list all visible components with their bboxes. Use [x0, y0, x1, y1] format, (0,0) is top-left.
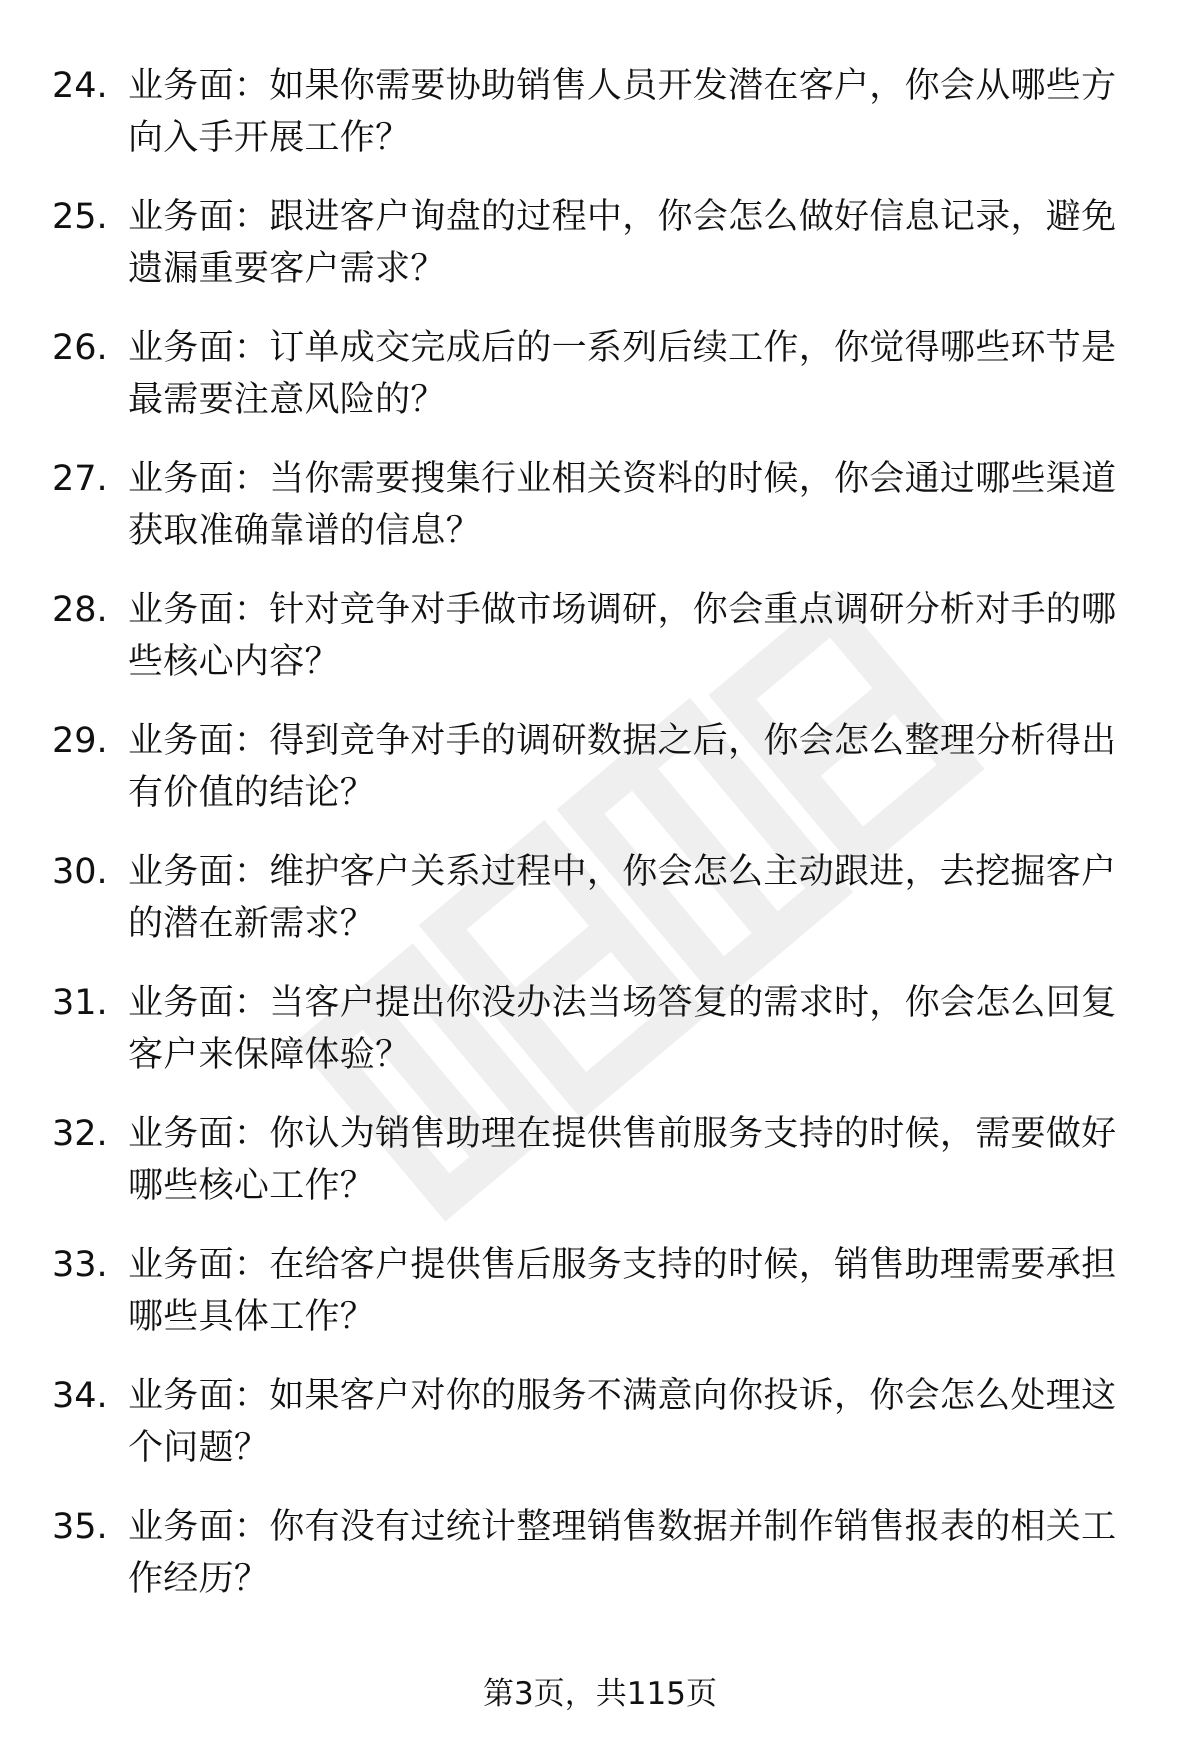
- question-item: [0, 453, 1200, 584]
- question-text: 业务面：得到竞争对手的调研数据之后，你会怎么整理分析得出有价值的结论？: [128, 721, 1117, 813]
- question-list: [0, 60, 1200, 1632]
- question-item: [0, 1501, 1200, 1632]
- question-number: 24.: [52, 66, 108, 106]
- question-text: 业务面：维护客户关系过程中，你会怎么主动跟进，去挖掘客户的潜在新需求？: [128, 852, 1117, 944]
- question-text: 业务面：当客户提出你没办法当场答复的需求时，你会怎么回复客户来保障体验？: [128, 983, 1117, 1075]
- question-number: 27.: [52, 459, 108, 499]
- question-number: 29.: [52, 721, 108, 761]
- question-number: 34.: [52, 1376, 108, 1416]
- question-item: [0, 715, 1200, 846]
- question-number: 26.: [52, 328, 108, 368]
- question-text: 业务面：跟进客户询盘的过程中，你会怎么做好信息记录，避免遗漏重要客户需求？: [128, 197, 1117, 289]
- question-number: 30.: [52, 852, 108, 892]
- question-item: [0, 322, 1200, 453]
- question-item: [0, 1108, 1200, 1239]
- question-number: 31.: [52, 983, 108, 1023]
- question-text: 业务面：如果你需要协助销售人员开发潜在客户，你会从哪些方向入手开展工作？: [128, 66, 1117, 158]
- question-text: 业务面：针对竞争对手做市场调研，你会重点调研分析对手的哪些核心内容？: [128, 590, 1117, 682]
- page-footer: 第3页，共115页: [483, 1676, 717, 1712]
- question-item: [0, 584, 1200, 715]
- question-text: 业务面：如果客户对你的服务不满意向你投诉，你会怎么处理这个问题？: [128, 1376, 1117, 1468]
- question-text: 业务面：在给客户提供售后服务支持的时候，销售助理需要承担哪些具体工作？: [128, 1245, 1117, 1337]
- question-text: 业务面：当你需要搜集行业相关资料的时候，你会通过哪些渠道获取准确靠谱的信息？: [128, 459, 1117, 551]
- question-item: [0, 1370, 1200, 1501]
- question-number: 25.: [52, 197, 108, 237]
- question-number: 35.: [52, 1507, 108, 1547]
- question-item: [0, 977, 1200, 1108]
- question-text: 业务面：你有没有过统计整理销售数据并制作销售报表的相关工作经历？: [128, 1507, 1117, 1599]
- question-item: [0, 1239, 1200, 1370]
- question-text: 业务面：订单成交完成后的一系列后续工作，你觉得哪些环节是最需要注意风险的？: [128, 328, 1117, 420]
- question-item: [0, 846, 1200, 977]
- question-item: [0, 191, 1200, 322]
- question-item: [0, 60, 1200, 191]
- question-number: 32.: [52, 1114, 108, 1154]
- question-number: 28.: [52, 590, 108, 630]
- question-number: 33.: [52, 1245, 108, 1285]
- question-text: 业务面：你认为销售助理在提供售前服务支持的时候，需要做好哪些核心工作？: [128, 1114, 1117, 1206]
